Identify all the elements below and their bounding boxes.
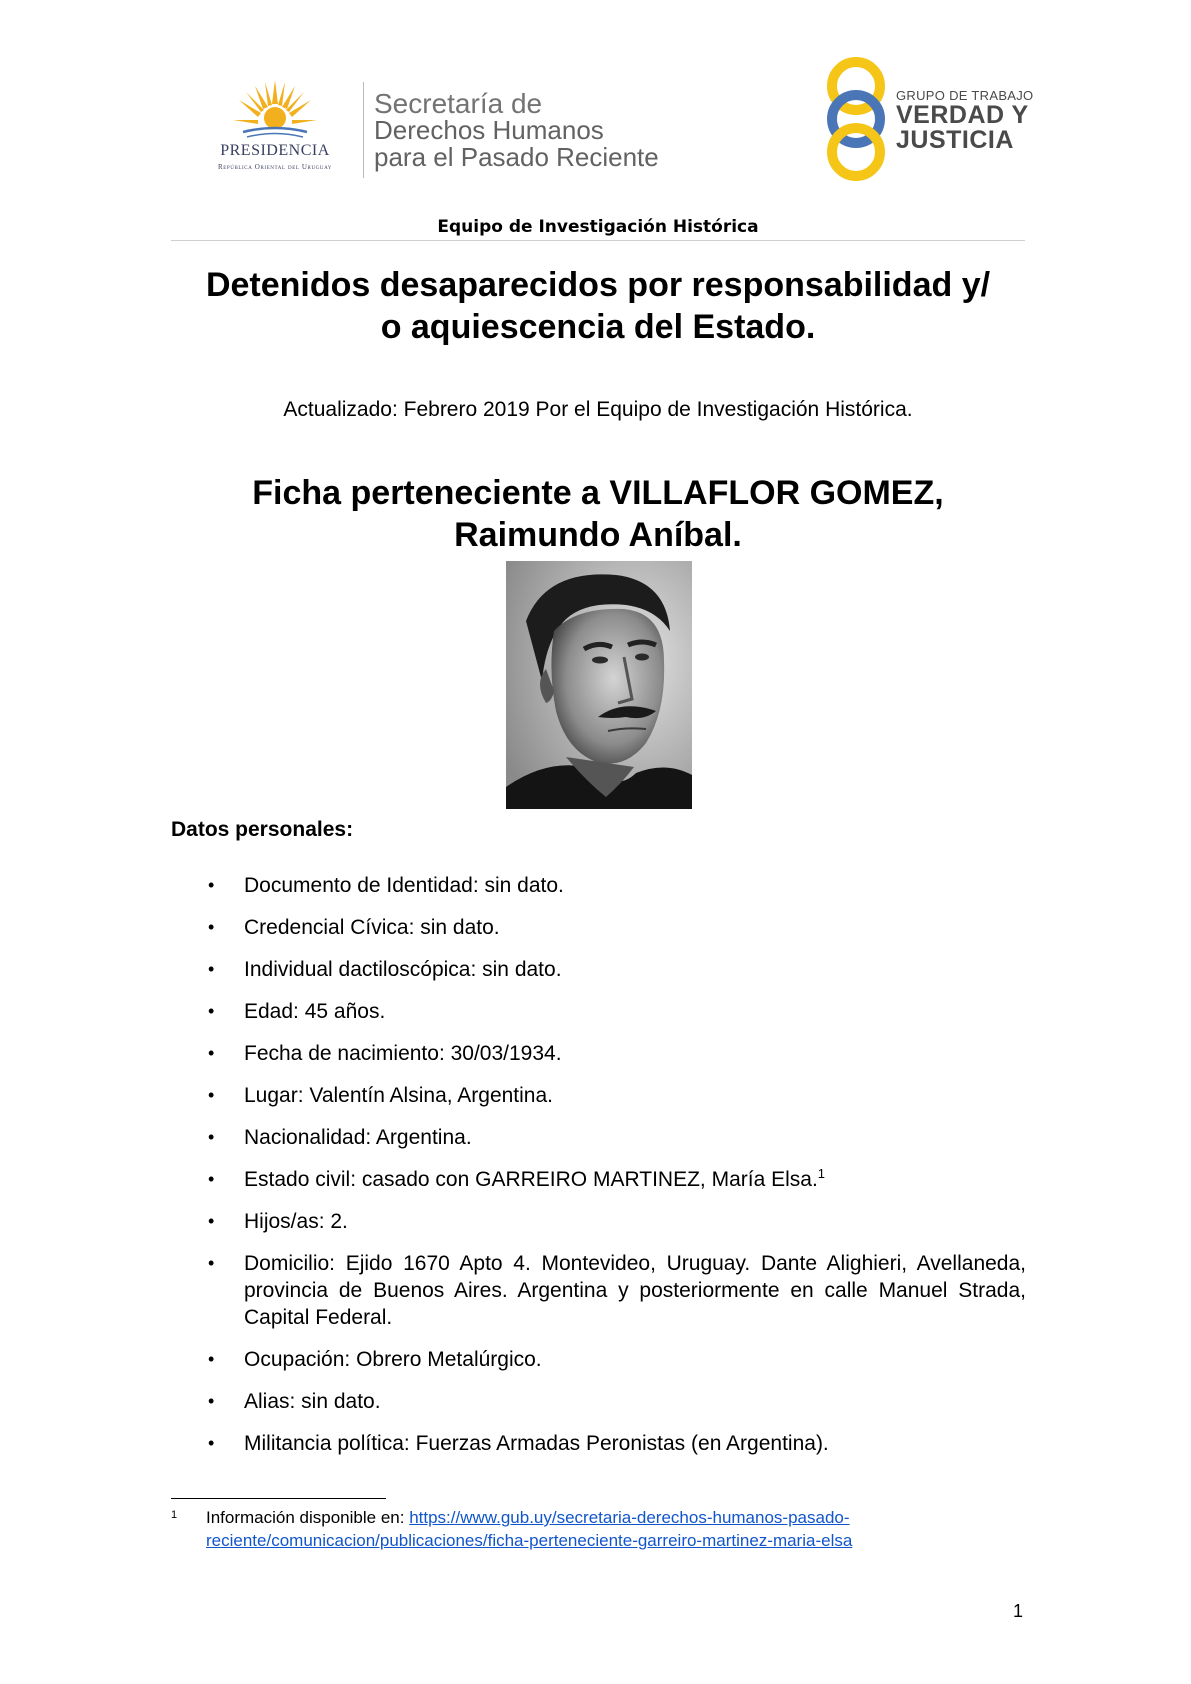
bullet-icon: •	[208, 1433, 215, 1453]
bullet-icon: •	[208, 1391, 215, 1411]
ficha-title	[171, 472, 1025, 556]
bullet-icon: •	[208, 917, 215, 937]
updated-note: Actualizado: Febrero 2019 Por el Equipo de Investigación Histórica.	[283, 398, 913, 421]
list-item	[171, 1208, 1026, 1235]
item-text: Ocupación: Obrero Metalúrgico.	[244, 1348, 542, 1371]
bullet-icon: •	[208, 1349, 215, 1369]
item-text: Nacionalidad: Argentina.	[244, 1126, 472, 1149]
secretaria-line-2: Derechos Humanos	[374, 115, 604, 145]
list-item	[171, 1430, 1026, 1457]
logo-divider	[363, 82, 364, 178]
header-rule	[171, 240, 1025, 241]
footnote-link[interactable]: https://www.gub.uy/secretaria-derechos-humanos-pasado-reciente/comunicacion/publicaciones/ficha-perteneciente-garreiro-martinez-maria-elsa	[206, 1508, 853, 1550]
team-label: Equipo de Investigación Histórica	[437, 217, 759, 237]
item-text: Fecha de nacimiento: 30/03/1934.	[244, 1042, 562, 1065]
bullet-icon: •	[208, 1211, 215, 1231]
document-title-line-2: o aquiescencia del Estado.	[380, 308, 816, 346]
presidencia-logo	[197, 78, 353, 178]
portrait-photo	[506, 561, 692, 809]
item-text: Domicilio: Ejido 1670 Apto 4. Montevideo, Uruguay. Dante Alighieri, Avellaneda, provincia de Buenos Aires. Argentina y posteriormente en calle Manuel Strada, Capital Federal.	[244, 1252, 1026, 1329]
item-text: Estado civil: casado con GARREIRO MARTINEZ, María Elsa.	[244, 1168, 818, 1191]
item-text: Lugar: Valentín Alsina, Argentina.	[244, 1084, 553, 1107]
secretaria-line-1: Secretaría de	[374, 88, 543, 119]
sun-emblem-icon	[233, 78, 317, 142]
grupo-line-3: JUSTICIA	[896, 126, 1014, 154]
list-item	[171, 998, 1026, 1025]
list-item	[171, 956, 1026, 983]
footnote	[171, 1506, 1026, 1552]
ficha-title-line-1: Ficha perteneciente a VILLAFLOR GOMEZ,	[252, 474, 944, 512]
list-item	[171, 1082, 1026, 1109]
list-item	[171, 1040, 1026, 1067]
list-item	[171, 872, 1026, 899]
bullet-icon: •	[208, 1001, 215, 1021]
list-item	[171, 1166, 1026, 1193]
bullet-icon: •	[208, 1253, 215, 1273]
verdad-justicia-logo	[896, 88, 1033, 153]
presidencia-subtitle: República Oriental del Uruguay	[217, 163, 333, 171]
list-item	[171, 1124, 1026, 1151]
footnote-number: 1	[171, 1509, 178, 1521]
footnote-text: Información disponible en:	[206, 1508, 410, 1527]
bullet-icon: •	[208, 1085, 215, 1105]
item-text: Credencial Cívica: sin dato.	[244, 916, 500, 939]
presidencia-name: PRESIDENCIA	[220, 142, 330, 159]
grupo-line-1: GRUPO DE TRABAJO	[896, 88, 1034, 103]
secretaria-logo	[374, 90, 659, 171]
footnote-rule	[171, 1498, 386, 1499]
item-text: Hijos/as: 2.	[244, 1210, 348, 1233]
ficha-title-line-2: Raimundo Aníbal.	[454, 516, 742, 554]
item-text: Militancia política: Fuerzas Armadas Peronistas (en Argentina).	[244, 1432, 829, 1455]
bullet-icon: •	[208, 875, 215, 895]
bullet-icon: •	[208, 959, 215, 979]
secretaria-line-3: para el Pasado Reciente	[374, 142, 659, 172]
list-item	[171, 1346, 1026, 1373]
item-text: Edad: 45 años.	[244, 1000, 386, 1023]
list-item	[171, 1388, 1026, 1415]
bullet-icon: •	[208, 1169, 215, 1189]
section-heading: Datos personales:	[171, 818, 354, 841]
item-text: Alias: sin dato.	[244, 1390, 381, 1413]
bullet-icon: •	[208, 1043, 215, 1063]
item-text: Individual dactiloscópica: sin dato.	[244, 958, 562, 981]
footnote-reference[interactable]: 1	[817, 1166, 826, 1181]
document-title-line-1: Detenidos desaparecidos por responsabilidad y/	[205, 266, 991, 304]
document-title	[171, 264, 1025, 348]
personal-data-list	[171, 872, 1026, 1472]
grupo-line-2: VERDAD Y	[896, 101, 1029, 129]
item-text: Documento de Identidad: sin dato.	[244, 874, 564, 897]
verdad-justicia-rings-icon	[822, 56, 890, 182]
list-item	[171, 1250, 1026, 1331]
bullet-icon: •	[208, 1127, 215, 1147]
page-number: 1	[1013, 1601, 1024, 1621]
list-item	[171, 914, 1026, 941]
